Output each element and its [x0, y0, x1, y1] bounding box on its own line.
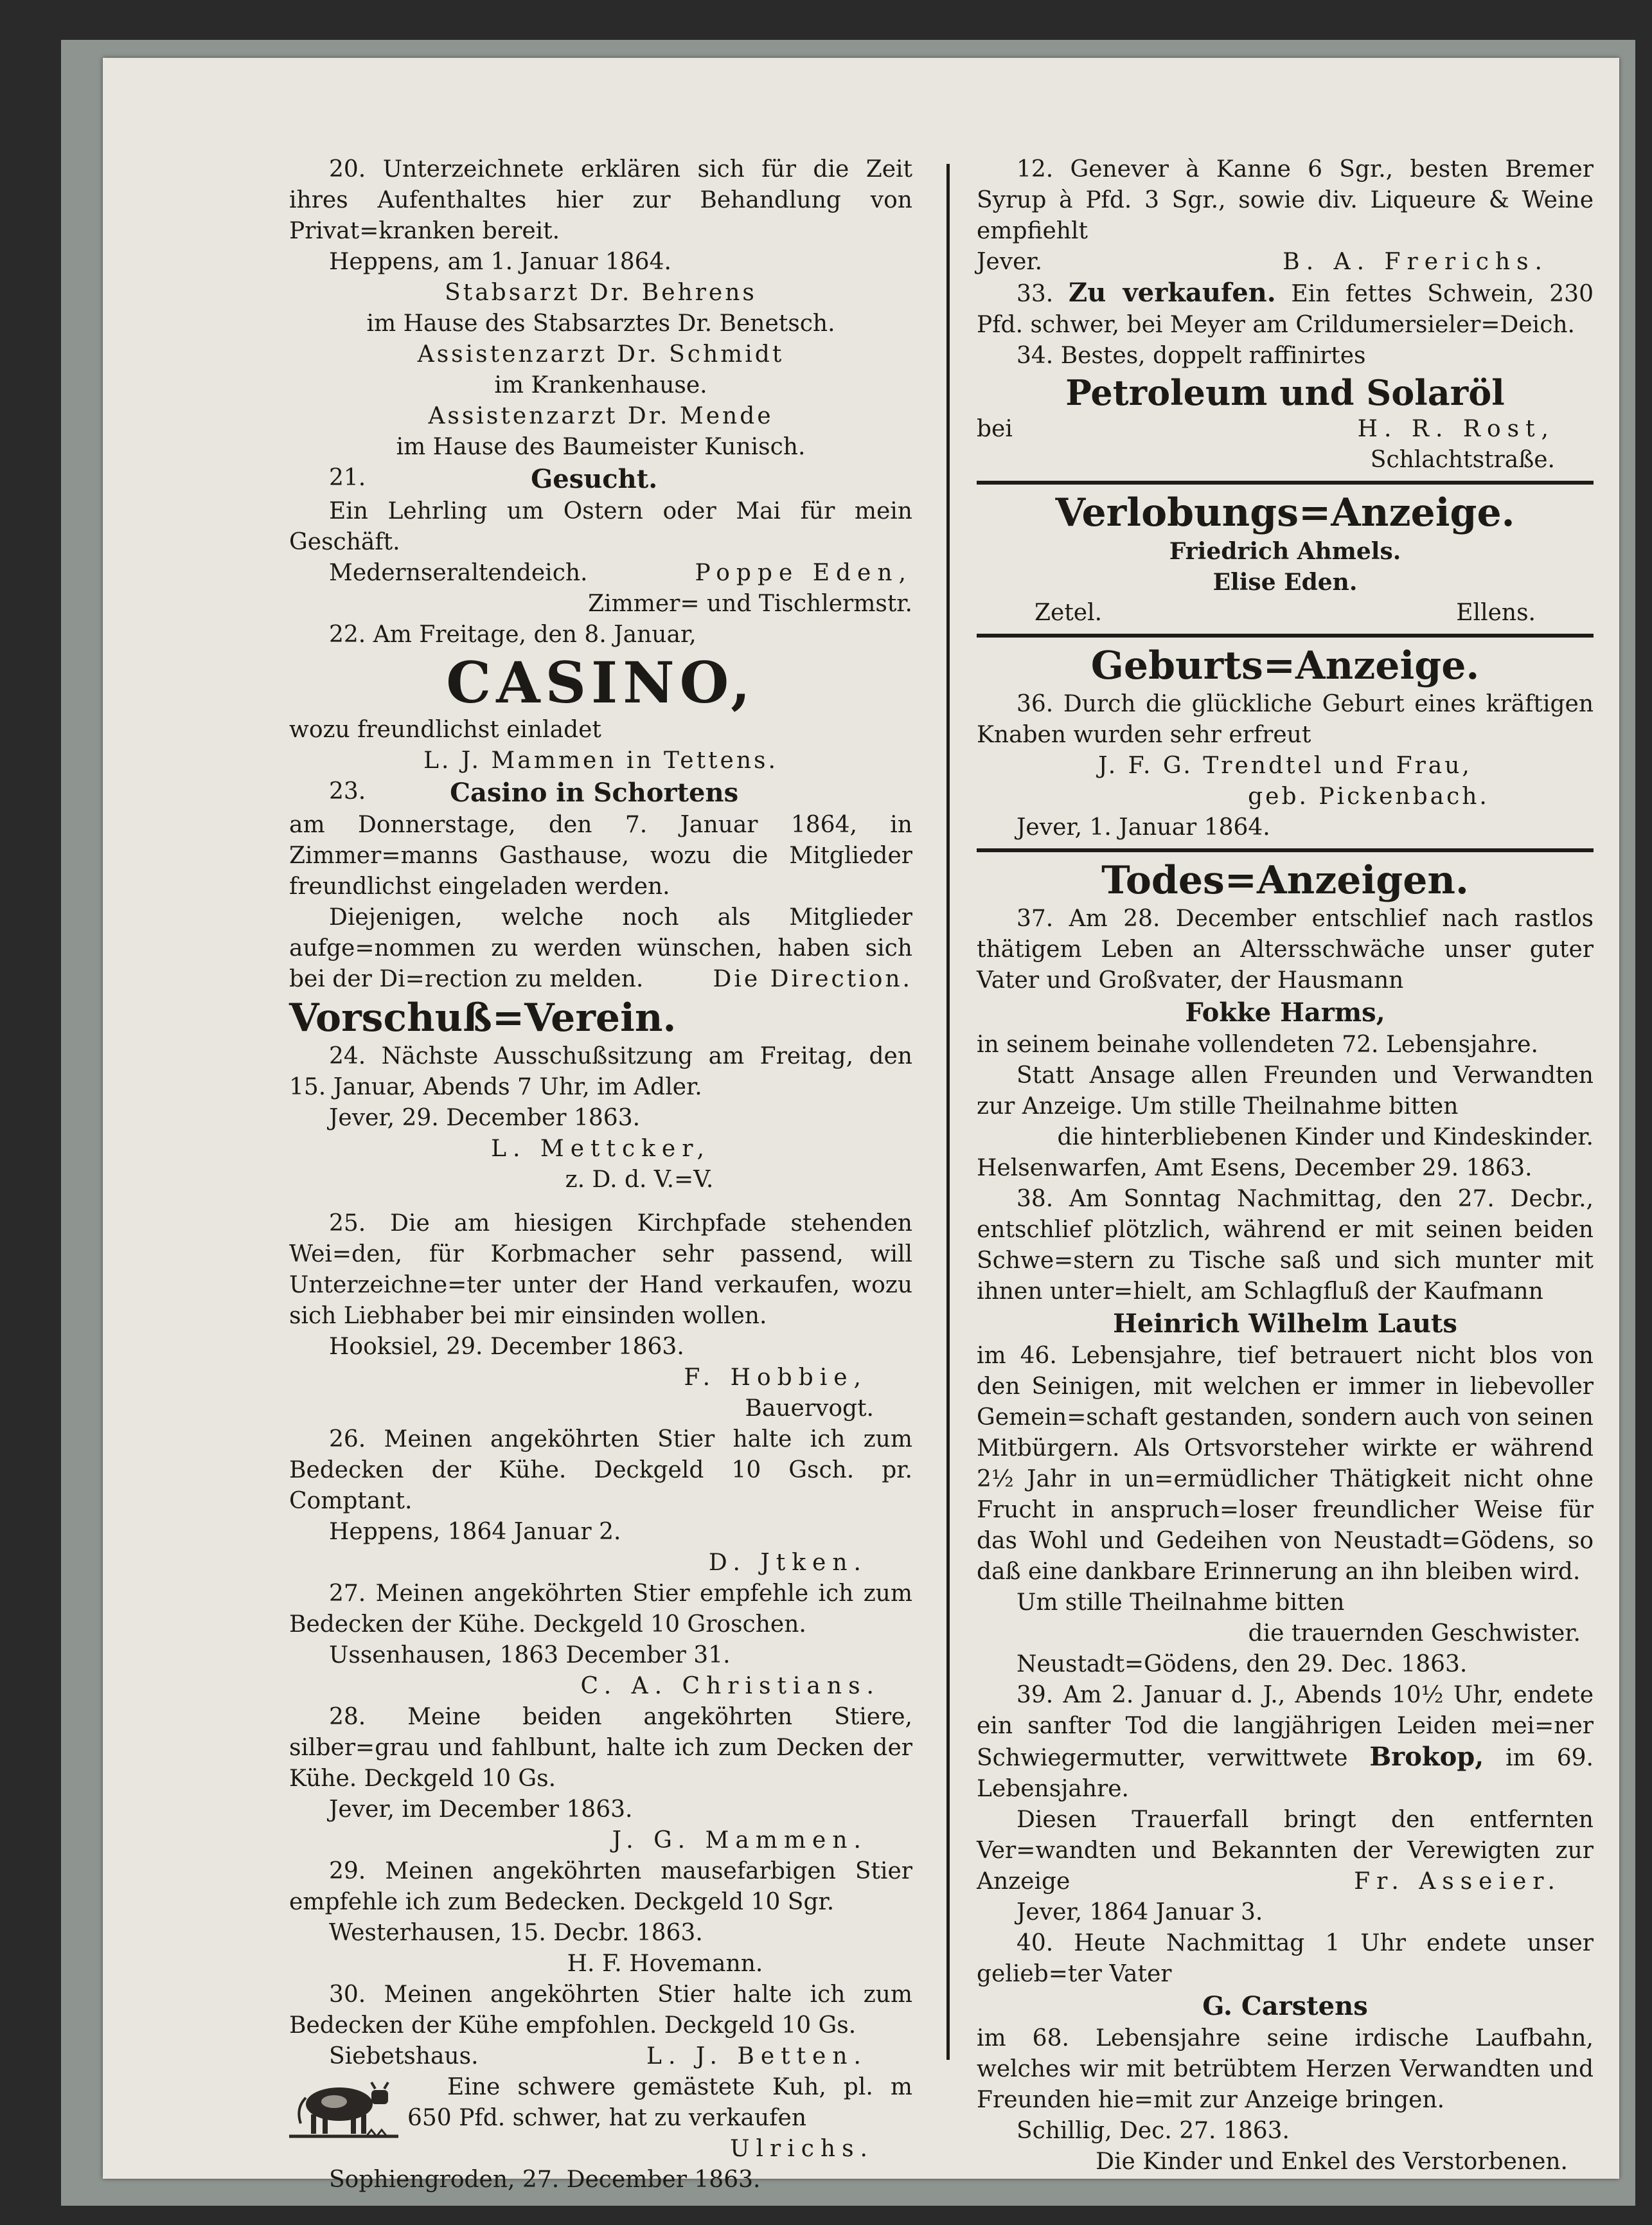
notice-32-signature: B. A. Frerichs. [1283, 249, 1549, 275]
notice-40-name: G. Carstens [1202, 1991, 1368, 2021]
notice-30-footer [289, 2041, 912, 2072]
notice-40-signature: Die Kinder und Enkel des Verstorbenen. [1096, 2149, 1568, 2175]
verlobung-name-1: Friedrich Ahmels. [1169, 538, 1401, 565]
notice-21-number: 21. [329, 465, 366, 491]
notice-39-signature: Fr. Asseier. [1354, 1868, 1561, 1895]
notice-20-name-3: Assistenzarzt Dr. Mende [428, 403, 774, 429]
notice-31-textblock [407, 2072, 912, 2165]
notice-38-date: Neustadt=Gödens, den 29. Dec. 1863. [1017, 1651, 1468, 1677]
notice-20-addr-1: im Hause des Stabsarztes Dr. Benetsch. [366, 310, 835, 337]
todes-heading: Todes=Anzeigen. [1101, 858, 1469, 903]
notice-31-date: Sophiengroden, 27. December 1863. [329, 2167, 761, 2193]
notice-29-text: 29. Meinen angeköhrten mausefarbigen Stier empfehle ich zum Bedecken. Deckgeld 10 Sgr. [289, 1858, 912, 1915]
notice-23-heading: Casino in Schortens [450, 778, 739, 808]
notice-31-text: Eine schwere gemästete Kuh, pl. m 650 Pfd. schwer, hat zu verkaufen [407, 2074, 912, 2131]
notice-33-body: Ein fettes Schwein, 230 Pfd. schwer, bei Meyer am Crildumersieler=Deich. [977, 281, 1594, 338]
notice-34-street: Schlachtstraße. [1370, 447, 1555, 473]
notice-27-text: 27. Meinen angeköhrten Stier empfehle ich zum Bedecken der Kühe. Deckgeld 10 Groschen. [289, 1580, 912, 1638]
notice-28-date: Jever, im December 1863. [329, 1796, 633, 1823]
notice-37-text-3: Statt Ansage allen Freunden und Verwandten zur Anzeige. Um stille Theilnahme bitten [977, 1062, 1594, 1120]
notice-23-text: am Donnerstage, den 7. Januar 1864, in Zimmer=manns Gasthause, wozu die Mitglieder freundlichst eingeladen werden. [289, 812, 912, 900]
notice-23-header [289, 776, 912, 810]
verlobung-place-1: Zetel. [1035, 600, 1103, 626]
notice-38-text-2: im 46. Lebensjahre, tief betrauert nicht blos von den Seinigen, mit welchen er immer in liebevoller Gemein=schaft gestanden, sondern auch von seinen Mitbürgern. Als Ortsvorsteher wirkte er während 2½ Jahr in un=ermüdlicher Thätigkeit nicht ohne Frucht in anspruch=loser freundlicher Weise für das Wohl und Gedeihen von Neustadt=Gödens, so daß eine dankbare Erinnerung an ihn bleiben wird. [977, 1343, 1594, 1585]
notice-36-sig-2: geb. Pickenbach. [1248, 783, 1489, 810]
notice-21-heading: Gesucht. [531, 464, 658, 494]
notice-27-signature: C. A. Christians. [580, 1673, 880, 1699]
notice-21-name: Poppe Eden, [695, 560, 912, 586]
verein-heading: Vorschuß=Verein. [289, 996, 677, 1041]
notice-39-text [977, 1680, 1594, 1805]
verlobung-heading: Verlobungs=Anzeige. [1055, 490, 1515, 535]
notice-26-text: 26. Meinen angeköhrten Stier halte ich zum Bedecken der Kühe. Deckgeld 10 Gsch. pr. Comptant. [289, 1426, 912, 1514]
notice-30-signature: L. J. Betten. [646, 2043, 867, 2069]
notice-28-text: 28. Meine beiden angeköhrten Stiere, silber=grau und fahlbunt, halte ich zum Decken der Kühe. Deckgeld 10 Gs. [289, 1704, 912, 1792]
notice-30-place: Siebetshaus. [329, 2043, 479, 2069]
notice-25-sig-role: Bauervogt. [745, 1395, 874, 1422]
notice-38-text-3: Um stille Theilnahme bitten [1017, 1589, 1345, 1616]
notice-24-text: 24. Nächste Ausschußsitzung am Freitag, den 15. Januar, Abends 7 Uhr, im Adler. [289, 1043, 912, 1100]
notice-38-signature: die trauernden Geschwister. [1248, 1620, 1581, 1647]
notice-40-text: 40. Heute Nachmittag 1 Uhr endete unser gelieb=ter Vater [977, 1930, 1594, 1987]
notice-25-date: Hooksiel, 29. December 1863. [329, 1334, 684, 1360]
notice-38-text: 38. Am Sonntag Nachmittag, den 27. Decbr., entschlief plötzlich, während er mit seinen beiden Schwe=stern zu Tische saß und sich munter mit ihnen unter=hielt, am Schlagfluß der Kaufmann [977, 1186, 1594, 1305]
notice-20-addr-3: im Hause des Baumeister Kunisch. [396, 434, 806, 460]
notice-33-number: 33. [1017, 281, 1054, 307]
notice-36-date: Jever, 1. Januar 1864. [1017, 814, 1270, 841]
notice-26-signature: D. Jtken. [708, 1550, 867, 1576]
notice-23-signature: Die Direction. [713, 966, 912, 992]
notice-39-body-a: 39. Am 2. Januar d. J., Abends 10½ Uhr, endete ein sanfter Tod die langjährigen Leiden mei=ner Schwiegermutter, verwittwete [977, 1682, 1594, 1771]
notice-24-sig-role: z. D. d. V.=V. [565, 1166, 714, 1193]
notice-20-text: 20. Unterzeichnete erklären sich für die Zeit ihres Aufenthaltes hier zur Behandlung von Privat=kranken bereit. [289, 156, 912, 244]
notice-36-sig-1: J. F. G. Trendtel und Frau, [1098, 753, 1472, 779]
notice-23-text-2: Diejenigen, welche noch als Mitglieder aufge=nommen zu werden wünschen, haben sich bei der Di=rection zu melden. [289, 904, 912, 992]
notice-32-text: 12. Genever à Kanne 6 Sgr., besten Bremer Syrup à Pfd. 3 Sgr., sowie div. Liqueure & Weine empfiehlt [977, 156, 1594, 244]
notice-30-text: 30. Meinen angeköhrten Stier halte ich zum Bedecken der Kühe empfohlen. Deckgeld 10 Gs. [289, 1981, 912, 2039]
notice-24-sig-name: L. Mettcker, [491, 1136, 711, 1162]
notice-22-text: 22. Am Freitage, den 8. Januar, [329, 621, 697, 648]
verlobung-places [977, 598, 1594, 629]
notice-34-product: Petroleum und Solaröl [1065, 372, 1505, 413]
rule-2 [977, 634, 1594, 638]
notice-31-signature: Ulrichs. [730, 2136, 874, 2162]
notice-40-text-2: im 68. Lebensjahre seine irdische Laufbahn, welches wir mit betrübtem Herzen Verwandten und Freunden hie=mit zur Anzeige bringen. [977, 2025, 1594, 2113]
notice-29-date: Westerhausen, 15. Decbr. 1863. [329, 1920, 703, 1946]
rule-3 [977, 848, 1594, 852]
notice-39-body-b: im 69. Lebensjahre. [977, 1745, 1594, 1802]
notice-25-text: 25. Die am hiesigen Kirchpfade stehenden Wei=den, für Korbmacher sehr passend, will Unterzeichne=ter unter der Hand verkaufen, wozu sich Liebhaber bei mir einsinden wollen. [289, 1210, 912, 1329]
notice-37-signature: die hinterbliebenen Kinder und Kindeskinder. [1057, 1124, 1594, 1150]
notice-22-invite: wozu freundlichst einladet [289, 717, 601, 743]
notice-25-sig-name: F. Hobbie, [684, 1364, 867, 1391]
left-column [289, 154, 912, 2195]
geburt-heading: Geburts=Anzeige. [1090, 643, 1480, 688]
newspaper-page [103, 58, 1619, 2193]
notice-39-text-2: Diesen Trauerfall bringt den entfernten Ver=wandten und Bekannten der Verewigten zur Anzeige [977, 1807, 1594, 1895]
notice-32-footer [977, 247, 1594, 278]
notice-21-signature [289, 558, 912, 589]
notice-39-name: Brokop, [1369, 1742, 1484, 1772]
verlobung-name-2: Elise Eden. [1212, 569, 1358, 596]
notice-20-name-2: Assistenzarzt Dr. Schmidt [417, 341, 785, 368]
notice-31-block [289, 2072, 912, 2165]
verlobung-place-2: Ellens. [1456, 600, 1536, 626]
notice-21-place: Medernseraltendeich. [329, 560, 588, 586]
notice-37-text: 37. Am 28. December entschlief nach rastlos thätigem Leben an Altersschwäche unser guter Vater und Großvater, der Hausmann [977, 906, 1594, 994]
notice-34-bei: bei [977, 416, 1013, 442]
notice-39-date: Jever, 1864 Januar 3. [1017, 1899, 1263, 1926]
notice-34-text: 34. Bestes, doppelt raffinirtes [1017, 343, 1366, 369]
notice-20-name-1: Stabsarzt Dr. Behrens [445, 280, 757, 306]
notice-38-name: Heinrich Wilhelm Lauts [1113, 1309, 1457, 1339]
notice-28-signature: J. G. Mammen. [612, 1827, 867, 1854]
notice-24-date: Jever, 29. December 1863. [329, 1105, 641, 1131]
notice-37-date: Helsenwarfen, Amt Esens, December 29. 1863. [977, 1155, 1532, 1181]
notice-33-heading: Zu verkaufen. [1069, 278, 1276, 308]
notice-29-signature: H. F. Hovemann. [567, 1951, 763, 1977]
notice-37-text-2: in seinem beinahe vollendeten 72. Lebensjahre. [977, 1032, 1538, 1058]
notice-21-header [289, 463, 912, 496]
notice-40-date: Schillig, Dec. 27. 1863. [1017, 2118, 1290, 2144]
notice-34-signature: H. R. Rost, [1357, 416, 1555, 442]
notice-20-date: Heppens, am 1. Januar 1864. [329, 249, 671, 275]
rule-1 [977, 481, 1594, 485]
right-column [977, 154, 1594, 2177]
notice-34-signature-row [977, 414, 1594, 445]
column-divider [946, 164, 950, 2060]
notice-33-text [977, 278, 1594, 341]
notice-20-addr-2: im Krankenhause. [494, 372, 707, 398]
notice-36-text: 36. Durch die glückliche Geburt eines kräftigen Knaben wurden sehr erfreut [977, 691, 1594, 748]
cow-icon [289, 2072, 398, 2143]
notice-27-date: Ussenhausen, 1863 December 31. [329, 1642, 731, 1668]
notice-22-signature: L. J. Mammen in Tettens. [423, 747, 778, 774]
notice-21-trade: Zimmer= und Tischlermstr. [588, 591, 912, 617]
notice-21-text: Ein Lehrling um Ostern oder Mai für mein Geschäft. [289, 498, 912, 555]
notice-23-number: 23. [329, 778, 366, 805]
notice-37-name: Fokke Harms, [1185, 997, 1385, 1028]
notice-26-date: Heppens, 1864 Januar 2. [329, 1519, 621, 1545]
notice-22-casino-title: CASINO, [446, 649, 756, 716]
notice-32-place: Jever. [977, 249, 1043, 275]
